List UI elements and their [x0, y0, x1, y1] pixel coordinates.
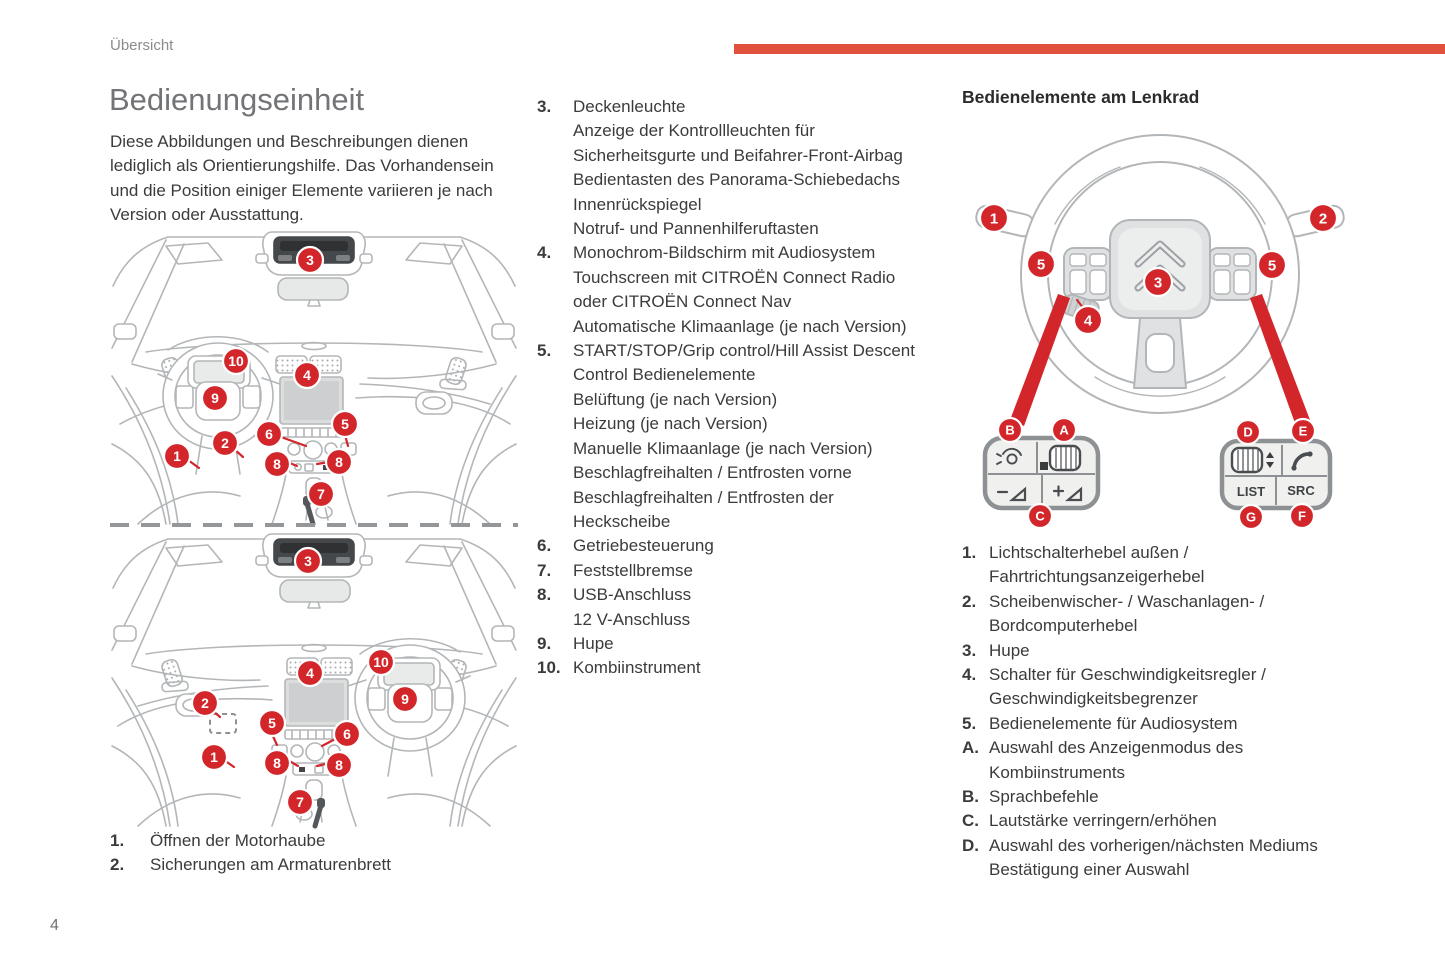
callout-3 — [297, 247, 323, 273]
svg-text:D: D — [1243, 424, 1253, 440]
svg-text:2: 2 — [1318, 210, 1328, 228]
svg-text:5: 5 — [1267, 257, 1277, 275]
callout-2 — [212, 430, 238, 456]
callout-9 — [202, 385, 228, 411]
callout-5 — [332, 411, 358, 437]
list-item: B. Sprachbefehle — [962, 787, 1099, 807]
callout-B — [998, 418, 1022, 442]
callout-8 — [326, 449, 352, 475]
svg-text:3: 3 — [1153, 274, 1163, 292]
middle-legend-list — [537, 95, 947, 681]
fusebox-outline — [210, 714, 236, 733]
callout-2 — [192, 690, 218, 716]
callout-8 — [264, 750, 290, 776]
callout-6 — [256, 421, 282, 447]
svg-text:5: 5 — [1036, 256, 1046, 274]
callout-7 — [287, 789, 313, 815]
list-item: 3. Deckenleuchte Anzeige der Kontrollleuchten für Sicherheitsgurte und Beifahrer-Front-Airbag Bedientasten des Panorama-Schiebedachs Innenrückspiegel Notruf- und Pannenhilferuftasten — [537, 97, 903, 239]
list-item: 2. Sicherungen am Armaturenbrett — [110, 855, 391, 875]
callout-F — [1290, 504, 1314, 528]
src-button-label: SRC — [1287, 483, 1315, 498]
list-item: 4. Monochrom-Bildschirm mit Audiosystem Touchscreen mit CITROËN Connect Radio oder CITROËN Connect Nav Automatische Klimaanlage (je nach Version) — [537, 243, 907, 336]
svg-text:4: 4 — [1083, 312, 1093, 330]
dashboard-illustration-rhd — [110, 530, 518, 828]
dashboard-illustration-lhd — [110, 228, 518, 526]
callout-C — [1028, 504, 1052, 528]
svg-text:A: A — [1059, 422, 1069, 438]
svg-text:1: 1 — [210, 749, 218, 766]
list-item: 5. Bedienelemente für Audiosystem — [962, 713, 1238, 733]
list-button-label: LIST — [1236, 484, 1266, 499]
svg-text:1: 1 — [989, 210, 999, 228]
left-bottom-list — [110, 829, 391, 878]
svg-text:8: 8 — [335, 454, 343, 471]
svg-text:1: 1 — [173, 448, 181, 465]
svg-text:4: 4 — [306, 665, 314, 682]
svg-text:2: 2 — [221, 435, 229, 452]
intro-paragraph: Diese Abbildungen und Beschreibungen dienen lediglich als Orientierungshilfe. Das Vorhandensein und die Position einiger Elemente variieren je nach Version oder Ausstattung. — [110, 132, 494, 225]
svg-text:10: 10 — [373, 654, 389, 671]
svg-text:6: 6 — [343, 726, 351, 743]
svg-text:E: E — [1298, 423, 1308, 439]
list-item: 7. Feststellbremse — [537, 560, 693, 580]
svg-text:8: 8 — [273, 755, 281, 772]
svg-text:G: G — [1245, 509, 1257, 525]
svg-text:5: 5 — [341, 416, 349, 433]
svg-text:7: 7 — [296, 794, 304, 811]
callout-4 — [294, 362, 320, 388]
svg-text:3: 3 — [304, 553, 312, 570]
callout-7 — [308, 481, 334, 507]
callout-5 — [1258, 251, 1286, 279]
callout-A — [1052, 418, 1076, 442]
callout-8 — [264, 451, 290, 477]
callout-2 — [1309, 204, 1337, 232]
callout-10 — [368, 649, 394, 675]
list-item: 3. Hupe — [962, 640, 1030, 660]
list-item: 5. START/STOP/Grip control/Hill Assist Descent Control Bedienelemente Belüftung (je nach Version) Heizung (je nach Version) Manuelle Klimaanlage (je nach Version) Beschlagfreihalten / Entfrosten vorne Beschlagfreihalten / Entfrosten der Heckscheibe — [537, 341, 915, 531]
section-heading: Bedienelemente am Lenkrad — [962, 87, 1200, 107]
callout-1 — [980, 204, 1008, 232]
audio-pad-left — [985, 438, 1098, 508]
steering-wheel-illustration — [960, 112, 1360, 534]
callout-10 — [223, 348, 249, 374]
list-item: 4. Schalter für Geschwindigkeitsregler / Geschwindigkeitsbegrenzer — [962, 665, 1266, 709]
svg-text:F: F — [1298, 508, 1306, 524]
svg-text:10: 10 — [228, 353, 244, 370]
dashed-divider — [110, 523, 518, 527]
svg-text:B: B — [1005, 422, 1015, 438]
audio-pad-right — [1222, 441, 1330, 508]
callout-9 — [392, 686, 418, 712]
callout-1 — [164, 443, 190, 469]
list-item: 8. USB-Anschluss 12 V-Anschluss — [537, 585, 692, 629]
header-rule — [734, 44, 1445, 54]
running-header: Übersicht — [110, 37, 174, 54]
callout-8 — [326, 752, 352, 778]
callout-6 — [334, 721, 360, 747]
list-item: C. Lautstärke verringern/erhöhen — [962, 811, 1217, 831]
right-legend-list — [962, 541, 1432, 883]
svg-text:2: 2 — [201, 695, 209, 712]
list-item: 10. Kombiinstrument — [537, 658, 701, 678]
svg-text:6: 6 — [265, 426, 273, 443]
callout-5 — [259, 710, 285, 736]
svg-text:9: 9 — [211, 390, 219, 407]
page-number: 4 — [50, 917, 59, 934]
callout-E — [1291, 419, 1315, 443]
svg-text:7: 7 — [317, 486, 325, 503]
callout-3 — [295, 548, 321, 574]
svg-text:C: C — [1035, 508, 1045, 524]
callout-D — [1236, 420, 1260, 444]
list-item: 1. Öffnen der Motorhaube — [110, 831, 326, 850]
callout-1 — [201, 744, 227, 770]
list-item: 6. Getriebesteuerung — [537, 536, 714, 556]
callout-4 — [1074, 306, 1102, 334]
callout-4 — [297, 660, 323, 686]
svg-text:4: 4 — [303, 367, 311, 384]
callout-G — [1239, 505, 1263, 529]
callout-5 — [1027, 250, 1055, 278]
svg-text:8: 8 — [335, 757, 343, 774]
callout-3 — [1144, 268, 1172, 296]
svg-text:3: 3 — [306, 252, 314, 269]
svg-text:8: 8 — [273, 456, 281, 473]
list-item: A. Auswahl des Anzeigenmodus des Kombiinstruments — [962, 738, 1244, 782]
svg-text:9: 9 — [401, 691, 409, 708]
list-item: D. Auswahl des vorherigen/nächsten Mediums Bestätigung einer Auswahl — [962, 835, 1318, 880]
svg-text:5: 5 — [268, 715, 276, 732]
list-item: 1. Lichtschalterhebel außen / Fahrtrichtungsanzeigerhebel — [962, 543, 1205, 587]
list-item: 2. Scheibenwischer- / Waschanlagen- / Bordcomputerhebel — [962, 591, 1265, 636]
list-item: 9. Hupe — [537, 633, 614, 653]
page-title: Bedienungseinheit — [109, 82, 365, 117]
